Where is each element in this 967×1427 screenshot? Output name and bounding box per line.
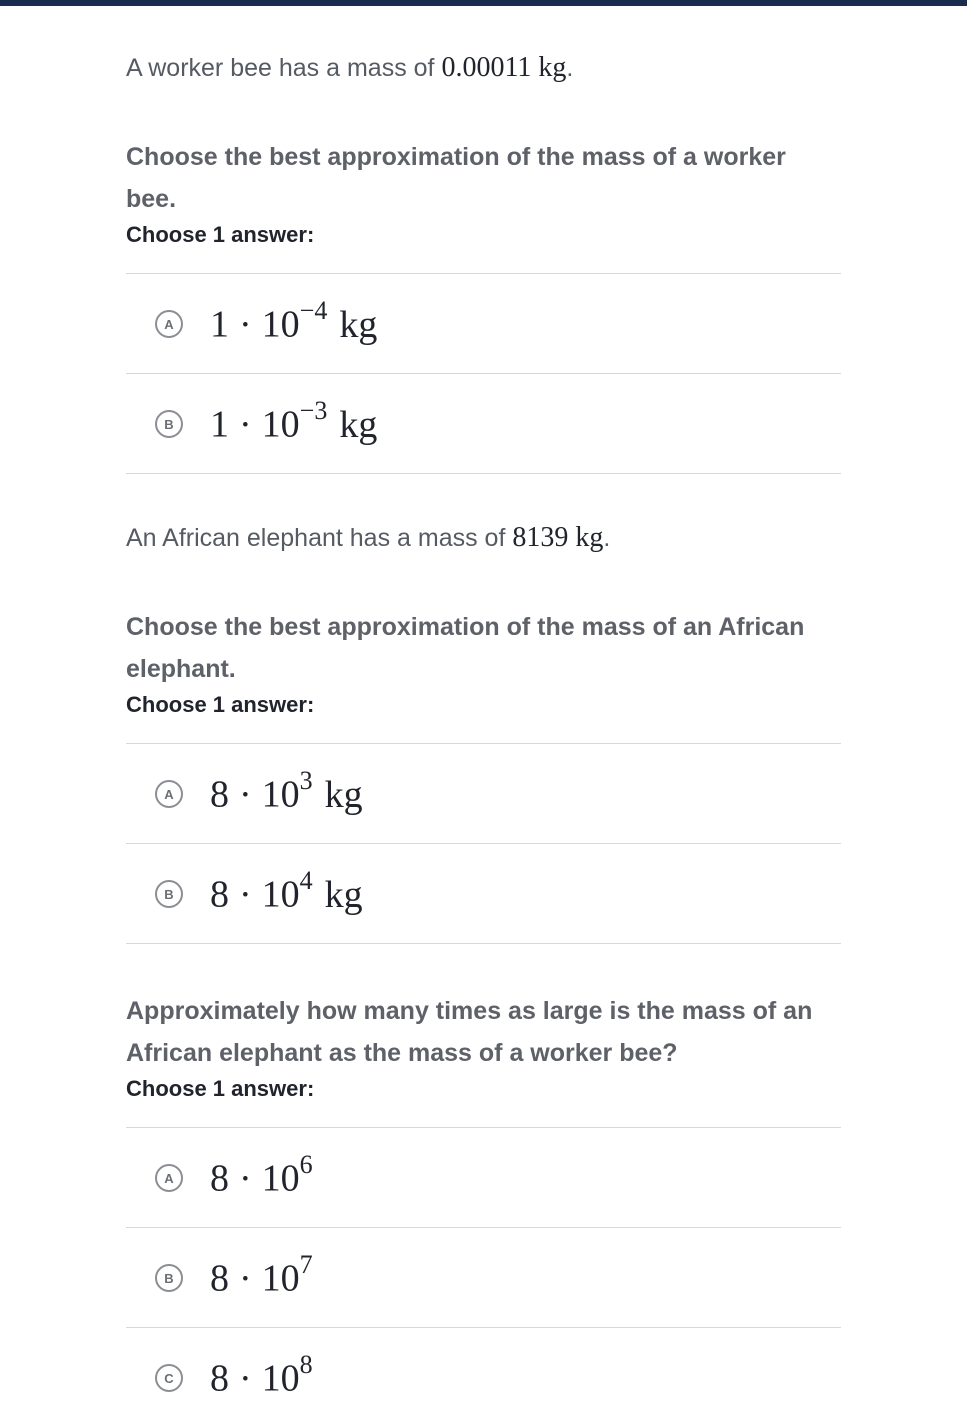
mantissa: 8 (210, 773, 229, 816)
base: 10 (261, 1157, 300, 1200)
q2-stem-prefix: An African elephant has a mass of (126, 524, 506, 552)
mantissa: 1 (210, 403, 229, 446)
choice-letter-b-icon: B (155, 410, 183, 438)
base: 10 (261, 1257, 300, 1300)
q1-stem-value: 0.00011 (441, 52, 532, 83)
mantissa: 8 (210, 1257, 229, 1300)
q1-stem (126, 52, 573, 84)
top-bar (0, 0, 967, 6)
q1-choice-list (126, 273, 841, 474)
exponent: −3 (299, 396, 328, 425)
unit: kg (339, 403, 378, 446)
q2-stem-unit: kg (575, 522, 604, 553)
q1-stem-suffix: . (566, 54, 574, 82)
base: 10 (261, 303, 300, 346)
q3-choice-a-expression: $8 \cdot 10^6$ (210, 1150, 313, 1200)
exponent: 8 (299, 1350, 313, 1379)
q2-choice-list (126, 743, 841, 944)
choice-letter-a-icon: A (155, 310, 183, 338)
choice-letter-b-icon: B (155, 880, 183, 908)
q2-choice-a-expression: $8 \cdot 10^3$ kg (210, 766, 363, 816)
q3-choose-label: Choose 1 answer: (126, 1076, 315, 1101)
q3-question: Approximately how many times as large is the mass of an African elephant as the mass of a worker bee? (126, 997, 813, 1067)
exponent: 4 (299, 866, 313, 895)
q3-choice-list (126, 1127, 841, 1427)
q1-choice-b-expression: $1 \cdot 10^{-3}$ kg (210, 396, 378, 446)
q2-stem-suffix: . (603, 524, 611, 552)
q3-choice-c-expression: $8 \cdot 10^8$ (210, 1350, 313, 1400)
q3-choice-a[interactable] (126, 1128, 841, 1228)
q2-choice-a[interactable] (126, 744, 841, 844)
exponent: −4 (299, 296, 328, 325)
exponent: 6 (299, 1150, 313, 1179)
q2-choice-b-expression: $8 \cdot 10^4$ kg (210, 866, 363, 916)
mantissa: 8 (210, 1357, 229, 1400)
base: 10 (261, 773, 300, 816)
exponent: 3 (299, 766, 313, 795)
q1-choice-a-expression: $1 \cdot 10^{-4}$ kg (210, 296, 378, 346)
choice-letter-c-icon: C (155, 1364, 183, 1392)
q2-choice-b[interactable] (126, 844, 841, 944)
q1-question: Choose the best approximation of the mass of a worker bee. (126, 143, 786, 213)
q3-choice-c[interactable] (126, 1328, 841, 1427)
q1-stem-unit: kg (538, 52, 567, 83)
choice-letter-a-icon: A (155, 780, 183, 808)
q2-choose-label: Choose 1 answer: (126, 692, 315, 717)
q1-choose-label: Choose 1 answer: (126, 222, 315, 247)
mantissa: 1 (210, 303, 229, 346)
q1-stem-prefix: A worker bee has a mass of (126, 54, 435, 82)
q3-choice-b[interactable] (126, 1228, 841, 1328)
q3-choice-b-expression: $8 \cdot 10^7$ (210, 1250, 313, 1300)
base: 10 (261, 873, 300, 916)
base: 10 (261, 403, 300, 446)
choice-letter-b-icon: B (155, 1264, 183, 1292)
q2-stem (126, 522, 610, 554)
mantissa: 8 (210, 1157, 229, 1200)
base: 10 (261, 1357, 300, 1400)
q2-stem-value: 8139 (512, 522, 569, 553)
q1-choice-a[interactable] (126, 274, 841, 374)
mantissa: 8 (210, 873, 229, 916)
q1-choice-b[interactable] (126, 374, 841, 474)
q2-question: Choose the best approximation of the mass of an African elephant. (126, 613, 805, 683)
choice-letter-a-icon: A (155, 1164, 183, 1192)
exponent: 7 (299, 1250, 313, 1279)
unit: kg (324, 873, 363, 916)
unit: kg (324, 773, 363, 816)
unit: kg (339, 303, 378, 346)
